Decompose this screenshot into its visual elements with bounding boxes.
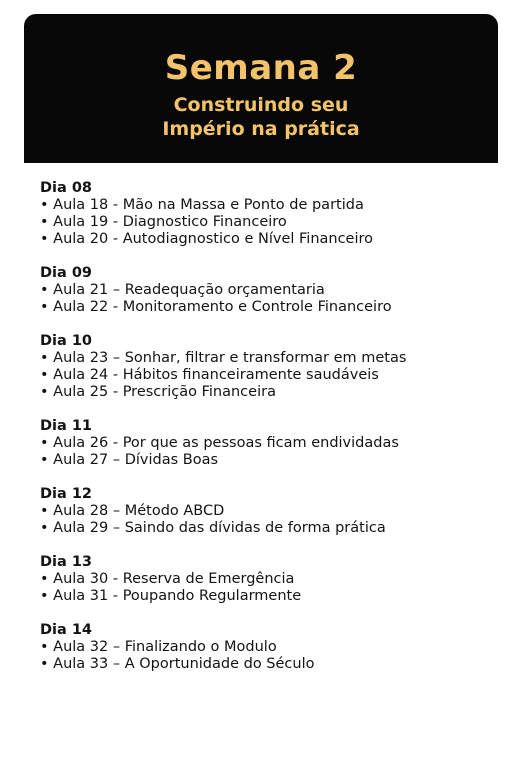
lesson-item: • Aula 20 - Autodiagnostico e Nível Financeiro [40,231,374,247]
lesson-item: • Aula 32 – Finalizando o Modulo [40,639,277,655]
lesson-item: • Aula 19 - Diagnostico Financeiro [40,214,287,230]
day-label: Dia 11 [40,418,93,434]
lesson-item: • Aula 18 - Mão na Massa e Ponto de partida [40,197,364,213]
day-11-section [40,418,490,469]
lesson-item: • Aula 33 – A Oportunidade do Século [40,656,315,672]
day-13-section [40,554,490,605]
day-label: Dia 12 [40,486,93,502]
day-14-section [40,622,490,673]
lesson-item: • Aula 31 - Poupando Regularmente [40,588,302,604]
week-subtitle-line-2: Império na prática [162,118,360,140]
day-label: Dia 09 [40,265,93,281]
day-label: Dia 14 [40,622,93,638]
week-header [24,14,498,163]
week-subtitle [24,93,498,141]
lesson-item: • Aula 27 – Dívidas Boas [40,452,219,468]
day-10-section [40,333,490,401]
day-08-section [40,180,490,248]
lesson-item: • Aula 21 – Readequação orçamentaria [40,282,325,298]
lesson-item: • Aula 24 - Hábitos financeiramente saudáveis [40,367,379,383]
week-title: Semana 2 [164,48,358,88]
week-subtitle-line-1: Construindo seu [173,94,349,116]
lesson-item: • Aula 28 – Método ABCD [40,503,225,519]
day-12-section [40,486,490,537]
day-label: Dia 08 [40,180,93,196]
day-label: Dia 10 [40,333,93,349]
lesson-item: • Aula 26 - Por que as pessoas ficam endividadas [40,435,399,451]
lesson-item: • Aula 30 - Reserva de Emergência [40,571,295,587]
lesson-item: • Aula 25 - Prescrição Financeira [40,384,276,400]
week-card [24,14,498,764]
lesson-schedule [40,180,490,690]
lesson-item: • Aula 22 - Monitoramento e Controle Financeiro [40,299,392,315]
lesson-item: • Aula 23 – Sonhar, filtrar e transformar em metas [40,350,407,366]
lesson-item: • Aula 29 – Saindo das dívidas de forma prática [40,520,386,536]
day-label: Dia 13 [40,554,93,570]
day-09-section [40,265,490,316]
